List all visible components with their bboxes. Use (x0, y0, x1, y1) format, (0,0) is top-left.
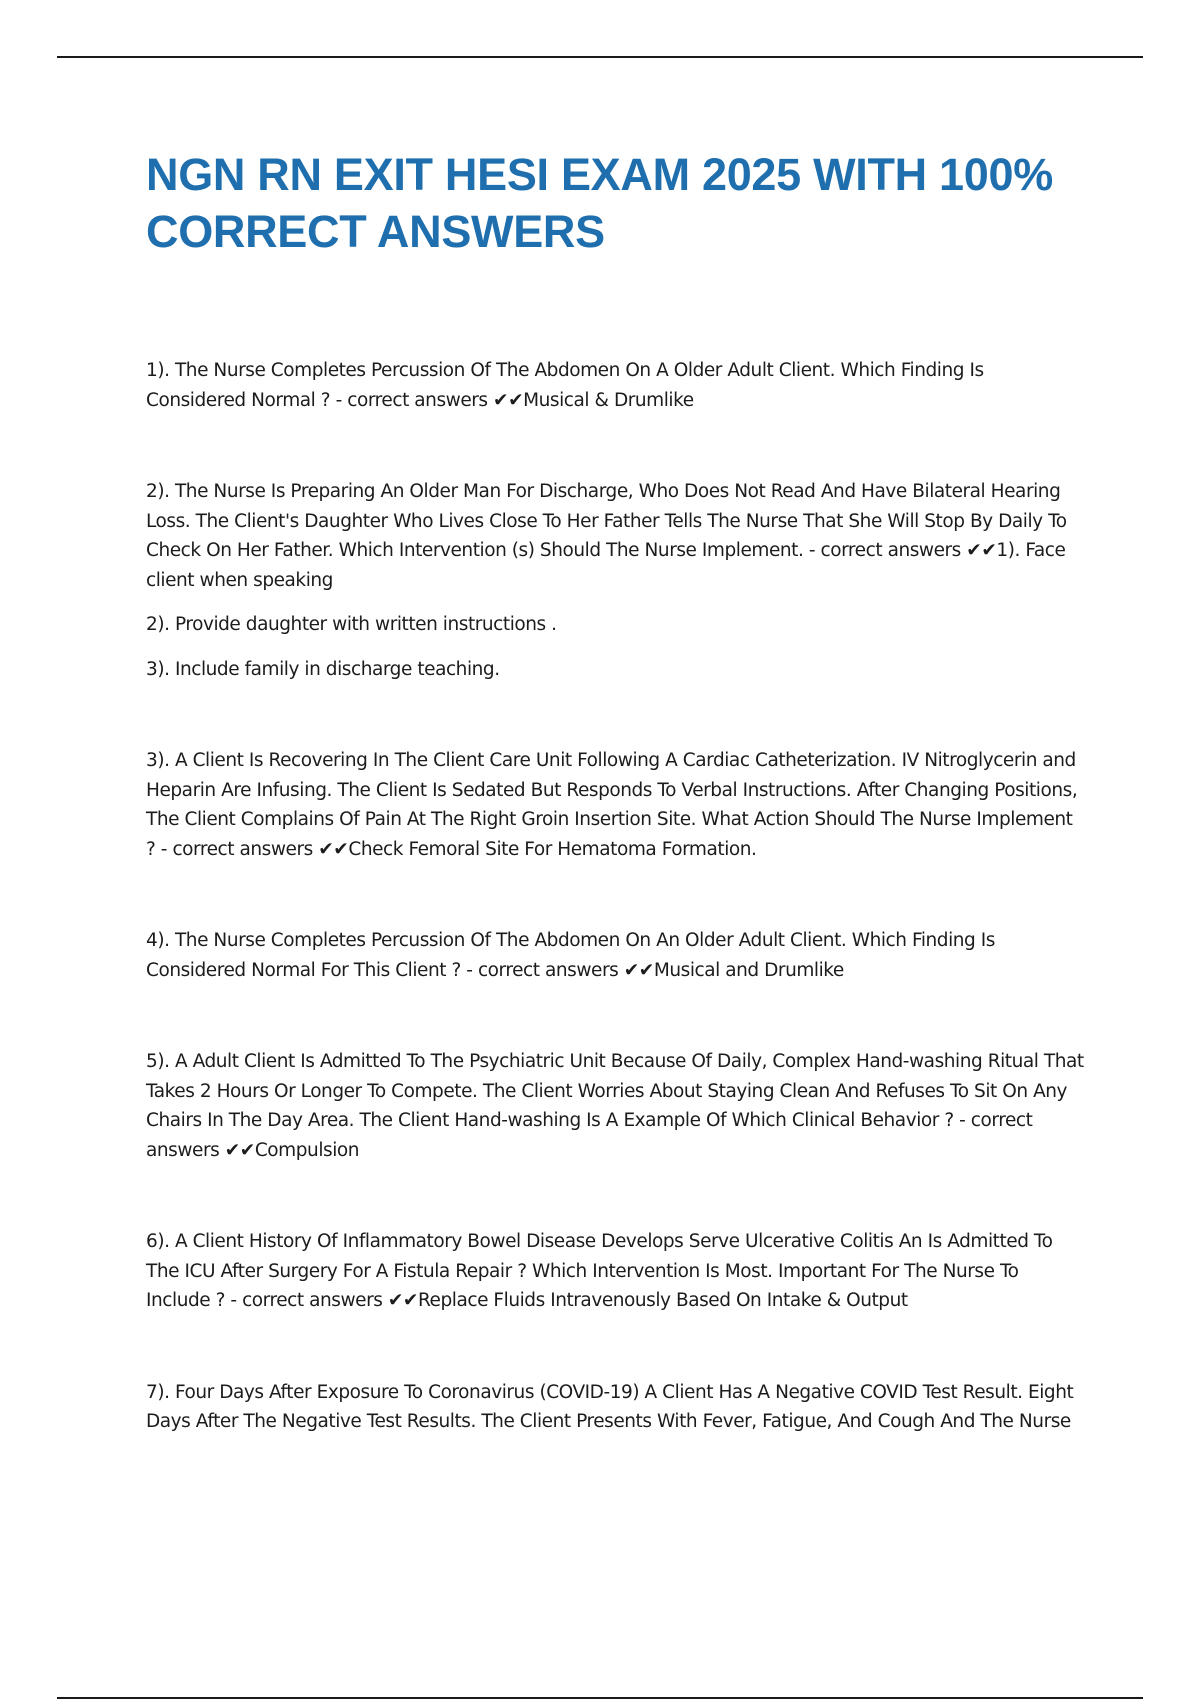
question-text: 4). The Nurse Completes Percussion Of The Abdomen On An Older Adult Client. Which Finding Is Considered Normal For This Client ? - correct answers ✔✔Musical and Drumlike (146, 930, 995, 981)
answer-line: 3). Include family in discharge teaching. (146, 658, 500, 680)
question-list (146, 356, 1086, 1437)
answer-line: 2). Provide daughter with written instructions . (146, 614, 557, 635)
top-rule (57, 56, 1143, 58)
question-item-3 (146, 746, 1086, 864)
question-text: 7). Four Days After Exposure To Coronavirus (COVID-19) A Client Has A Negative COVID Test Result. Eight Days After The Negative Test Results. The Client Presents With Fever, Fatigue, And Cough And The Nurse (146, 1381, 1074, 1432)
question-item-2 (146, 477, 1086, 684)
bottom-rule (57, 1697, 1143, 1699)
document-body (146, 146, 1086, 1499)
question-item-1 (146, 356, 1086, 415)
question-text: 2). The Nurse Is Preparing An Older Man For Discharge, Who Does Not Read And Have Bilateral Hearing Loss. The Client's Daughter Who Lives Close To Her Father Tells The Nurse That She Will Stop By Daily To Check On Her Father. Which Intervention (s) Should The Nurse Implement. - correct answers ✔✔1). Face client when speaking (146, 481, 1067, 591)
question-item-4 (146, 926, 1086, 985)
question-text: 6). A Client History Of Inflammatory Bowel Disease Develops Serve Ulcerative Colitis An Is Admitted To The ICU After Surgery For A Fistula Repair ? Which Intervention Is Most. Important For The Nurse To Include ? - correct answers ✔✔Replace Fluids Intravenously Based On Intake & Output (146, 1231, 1053, 1311)
question-item-7 (146, 1378, 1086, 1437)
document-title: NGN RN EXIT HESI EXAM 2025 WITH 100% CORRECT ANSWERS (146, 149, 1053, 257)
question-text: 3). A Client Is Recovering In The Client Care Unit Following A Cardiac Catheterization. IV Nitroglycerin and Heparin Are Infusing. The Client Is Sedated But Responds To Verbal Instructions. After Changing Positions, The Client Complains Of Pain At The Right Groin Insertion Site. What Action Should The Nurse Implement ? - correct answers ✔✔Check Femoral Site For Hematoma Formation. (146, 750, 1078, 860)
question-item-6 (146, 1227, 1086, 1316)
question-item-5 (146, 1047, 1086, 1165)
question-text: 5). A Adult Client Is Admitted To The Psychiatric Unit Because Of Daily, Complex Hand-washing Ritual That Takes 2 Hours Or Longer To Compete. The Client Worries About Staying Clean And Refuses To Sit On Any Chairs In The Day Area. The Client Hand-washing Is A Example Of Which Clinical Behavior ? - correct answers ✔✔Compulsion (146, 1051, 1084, 1161)
question-text: 1). The Nurse Completes Percussion Of The Abdomen On A Older Adult Client. Which Finding Is Considered Normal ? - correct answers ✔✔Musical & Drumlike (146, 360, 984, 411)
